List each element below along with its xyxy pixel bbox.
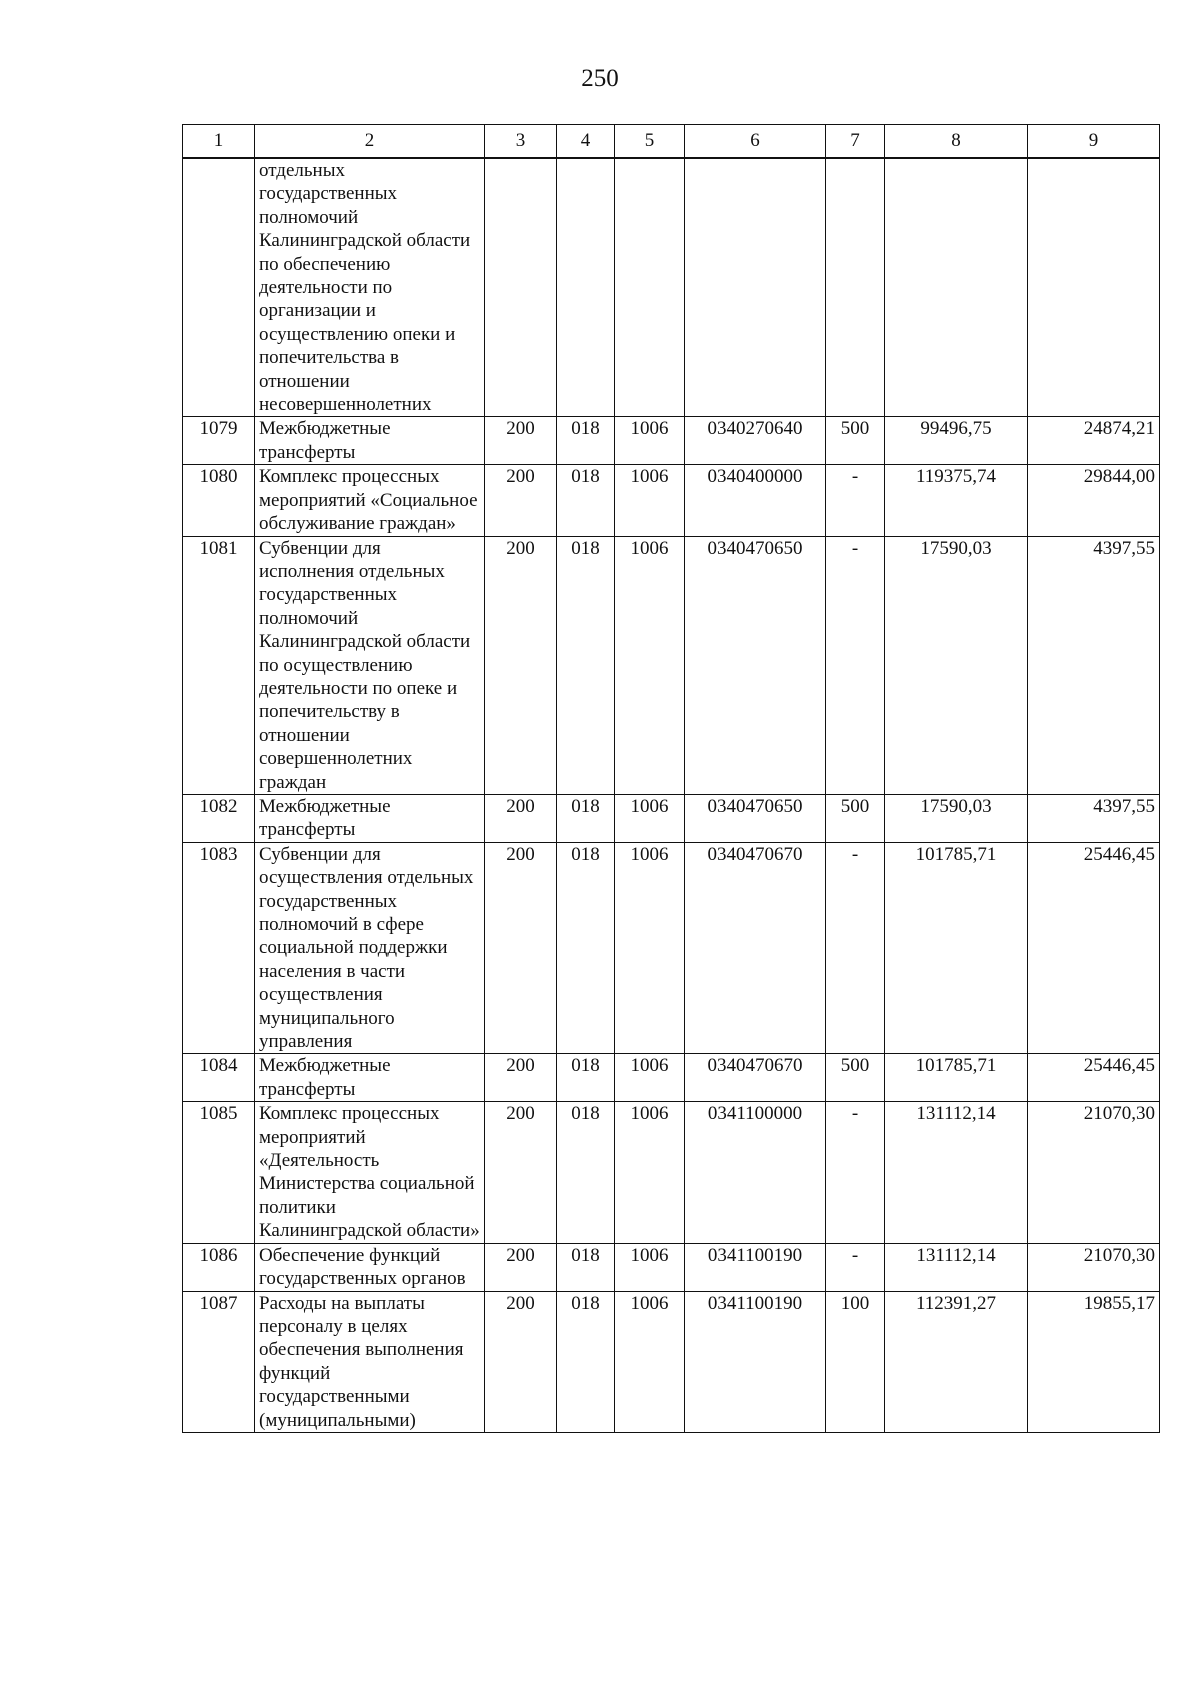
code-cell: 200 bbox=[485, 536, 557, 794]
item-name-cell: Обеспечение функций государственных органов bbox=[255, 1243, 485, 1291]
row-number-cell: 1080 bbox=[183, 465, 255, 536]
row-number-cell: 1083 bbox=[183, 842, 255, 1054]
code-cell: 018 bbox=[557, 417, 615, 465]
code-cell: 018 bbox=[557, 1291, 615, 1432]
code-cell bbox=[485, 158, 557, 417]
amount-cell: 101785,71 bbox=[885, 842, 1028, 1054]
target-code-cell: 0341100000 bbox=[685, 1102, 826, 1243]
code-cell bbox=[557, 158, 615, 417]
amount-cell: 17590,03 bbox=[885, 536, 1028, 794]
code-cell: 1006 bbox=[615, 1291, 685, 1432]
expense-type-cell: - bbox=[826, 1102, 885, 1243]
code-cell: 1006 bbox=[615, 1243, 685, 1291]
item-name-cell: Комплекс процессных мероприятий «Социальное обслуживание граждан» bbox=[255, 465, 485, 536]
expense-type-cell: - bbox=[826, 1243, 885, 1291]
item-name-cell: отдельных государственных полномочий Калининградской области по обеспечению деятельности по организации и осуществлению опеки и попечительства в отношении несовершеннолетних bbox=[255, 158, 485, 417]
row-number-cell: 1084 bbox=[183, 1054, 255, 1102]
amount-cell: 17590,03 bbox=[885, 794, 1028, 842]
column-header: 3 bbox=[485, 125, 557, 159]
code-cell: 018 bbox=[557, 842, 615, 1054]
amount-cell: 25446,45 bbox=[1028, 842, 1160, 1054]
expense-type-cell: - bbox=[826, 536, 885, 794]
expense-type-cell: 100 bbox=[826, 1291, 885, 1432]
code-cell: 200 bbox=[485, 1291, 557, 1432]
target-code-cell: 0341100190 bbox=[685, 1243, 826, 1291]
target-code-cell: 0340470650 bbox=[685, 536, 826, 794]
expense-type-cell: 500 bbox=[826, 1054, 885, 1102]
amount-cell: 24874,21 bbox=[1028, 417, 1160, 465]
row-number-cell: 1086 bbox=[183, 1243, 255, 1291]
column-header: 5 bbox=[615, 125, 685, 159]
amount-cell: 4397,55 bbox=[1028, 794, 1160, 842]
code-cell: 1006 bbox=[615, 1102, 685, 1243]
amount-cell: 119375,74 bbox=[885, 465, 1028, 536]
row-number-cell: 1087 bbox=[183, 1291, 255, 1432]
amount-cell bbox=[1028, 158, 1160, 417]
table-row bbox=[183, 1243, 1160, 1291]
code-cell: 1006 bbox=[615, 1054, 685, 1102]
item-name-cell: Межбюджетные трансферты bbox=[255, 1054, 485, 1102]
table-row bbox=[183, 1102, 1160, 1243]
table-row bbox=[183, 417, 1160, 465]
code-cell: 1006 bbox=[615, 794, 685, 842]
table-row bbox=[183, 1291, 1160, 1432]
column-header: 4 bbox=[557, 125, 615, 159]
code-cell: 018 bbox=[557, 1243, 615, 1291]
table-row bbox=[183, 158, 1160, 417]
column-header: 1 bbox=[183, 125, 255, 159]
amount-cell: 112391,27 bbox=[885, 1291, 1028, 1432]
code-cell: 1006 bbox=[615, 417, 685, 465]
row-number-cell: 1085 bbox=[183, 1102, 255, 1243]
amount-cell: 131112,14 bbox=[885, 1243, 1028, 1291]
table-row bbox=[183, 842, 1160, 1054]
expense-type-cell bbox=[826, 158, 885, 417]
code-cell: 1006 bbox=[615, 465, 685, 536]
row-number-cell: 1082 bbox=[183, 794, 255, 842]
page-number: 250 bbox=[581, 65, 619, 92]
item-name-cell: Субвенции для осуществления отдельных государственных полномочий в сфере социальной поддержки населения в части осуществления муниципального управления bbox=[255, 842, 485, 1054]
code-cell: 018 bbox=[557, 1102, 615, 1243]
target-code-cell bbox=[685, 158, 826, 417]
expense-type-cell: 500 bbox=[826, 417, 885, 465]
amount-cell: 25446,45 bbox=[1028, 1054, 1160, 1102]
column-header: 9 bbox=[1028, 125, 1160, 159]
code-cell: 200 bbox=[485, 465, 557, 536]
amount-cell: 29844,00 bbox=[1028, 465, 1160, 536]
table-row bbox=[183, 794, 1160, 842]
target-code-cell: 0340270640 bbox=[685, 417, 826, 465]
target-code-cell: 0341100190 bbox=[685, 1291, 826, 1432]
item-name-cell: Межбюджетные трансферты bbox=[255, 794, 485, 842]
row-number-cell: 1079 bbox=[183, 417, 255, 465]
item-name-cell: Расходы на выплаты персоналу в целях обеспечения выполнения функций государственными (муниципальными) bbox=[255, 1291, 485, 1432]
amount-cell: 21070,30 bbox=[1028, 1243, 1160, 1291]
code-cell: 200 bbox=[485, 1243, 557, 1291]
code-cell: 018 bbox=[557, 536, 615, 794]
code-cell: 018 bbox=[557, 465, 615, 536]
header-row bbox=[183, 125, 1160, 159]
amount-cell bbox=[885, 158, 1028, 417]
code-cell: 200 bbox=[485, 842, 557, 1054]
row-number-cell: 1081 bbox=[183, 536, 255, 794]
column-header: 8 bbox=[885, 125, 1028, 159]
target-code-cell: 0340470670 bbox=[685, 842, 826, 1054]
code-cell bbox=[615, 158, 685, 417]
code-cell: 1006 bbox=[615, 842, 685, 1054]
target-code-cell: 0340470650 bbox=[685, 794, 826, 842]
column-header: 7 bbox=[826, 125, 885, 159]
expense-type-cell: - bbox=[826, 465, 885, 536]
table-row bbox=[183, 1054, 1160, 1102]
target-code-cell: 0340400000 bbox=[685, 465, 826, 536]
table-row bbox=[183, 536, 1160, 794]
column-header: 6 bbox=[685, 125, 826, 159]
column-header: 2 bbox=[255, 125, 485, 159]
amount-cell: 131112,14 bbox=[885, 1102, 1028, 1243]
code-cell: 200 bbox=[485, 1054, 557, 1102]
expense-type-cell: 500 bbox=[826, 794, 885, 842]
item-name-cell: Комплекс процессных мероприятий «Деятельность Министерства социальной политики Калининградской области» bbox=[255, 1102, 485, 1243]
expense-type-cell: - bbox=[826, 842, 885, 1054]
code-cell: 200 bbox=[485, 1102, 557, 1243]
code-cell: 018 bbox=[557, 1054, 615, 1102]
amount-cell: 21070,30 bbox=[1028, 1102, 1160, 1243]
code-cell: 1006 bbox=[615, 536, 685, 794]
amount-cell: 99496,75 bbox=[885, 417, 1028, 465]
amount-cell: 19855,17 bbox=[1028, 1291, 1160, 1432]
amount-cell: 101785,71 bbox=[885, 1054, 1028, 1102]
code-cell: 200 bbox=[485, 794, 557, 842]
item-name-cell: Субвенции для исполнения отдельных государственных полномочий Калининградской области по осуществлению деятельности по опеке и попечительству в отношении совершеннолетних граждан bbox=[255, 536, 485, 794]
amount-cell: 4397,55 bbox=[1028, 536, 1160, 794]
code-cell: 018 bbox=[557, 794, 615, 842]
budget-table bbox=[182, 124, 1160, 1433]
code-cell: 200 bbox=[485, 417, 557, 465]
item-name-cell: Межбюджетные трансферты bbox=[255, 417, 485, 465]
row-number-cell bbox=[183, 158, 255, 417]
target-code-cell: 0340470670 bbox=[685, 1054, 826, 1102]
table-row bbox=[183, 465, 1160, 536]
